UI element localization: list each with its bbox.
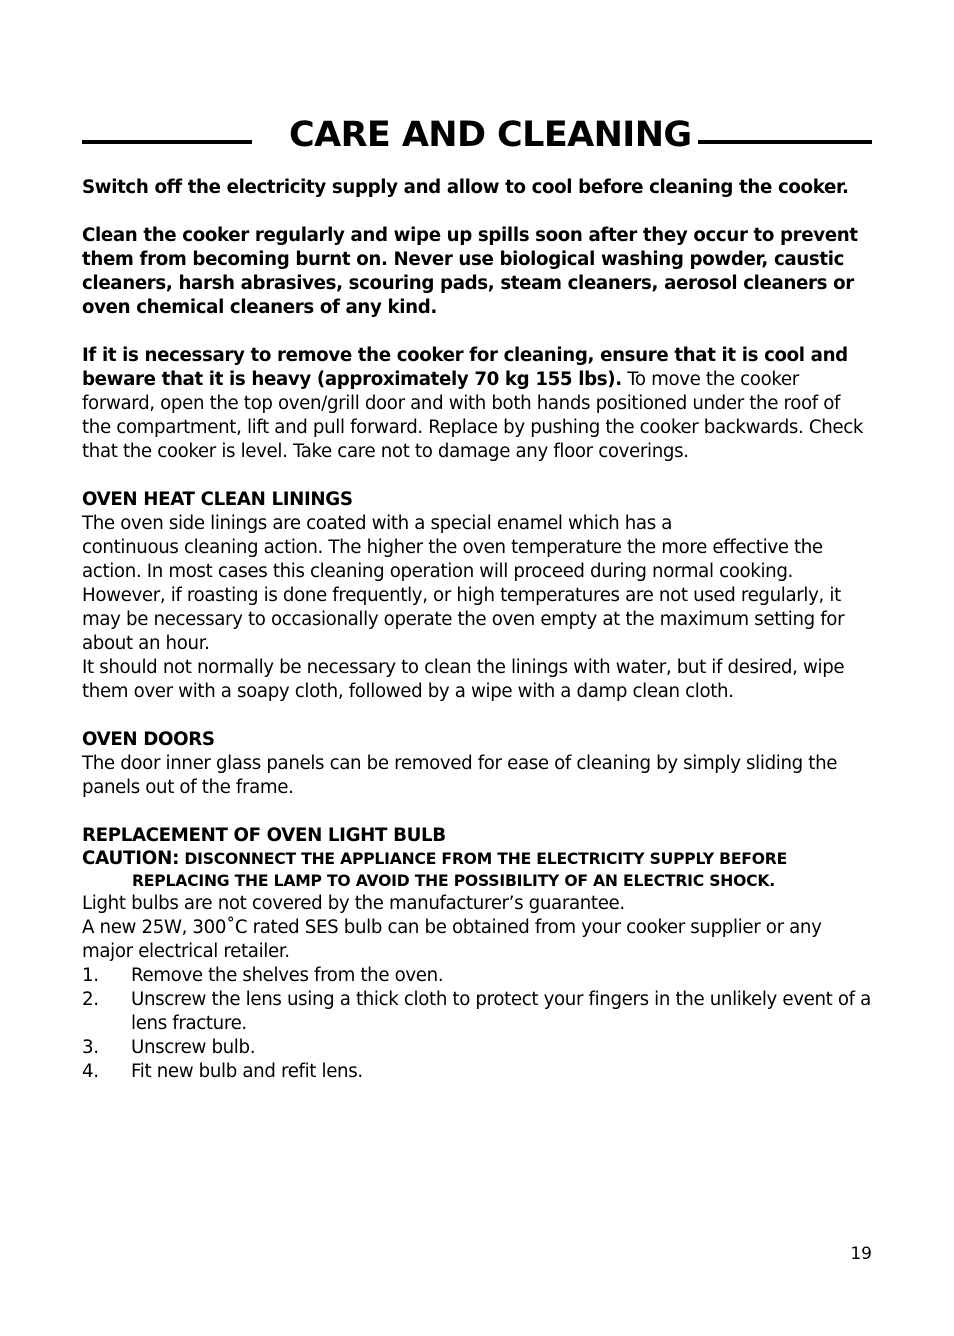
title-rule-left: [82, 140, 252, 144]
linings-line-3: It should not normally be necessary to clean the linings with water, but if desired, wipe them over with a soapy cloth, followed by a wipe with a damp clean cloth.: [82, 657, 845, 702]
intro-paragraph-3-bold: If it is necessary to remove the cooker for cleaning, ensure that it is cool and beware that it is heavy (approximately 70 kg 155 lbs).: [82, 345, 848, 390]
intro-paragraph-2: Clean the cooker regularly and wipe up spills soon after they occur to prevent them from becoming burnt on. Never use biological washing powder, caustic cleaners, harsh abrasives, scouring pads, steam cleaners, aerosol cleaners or oven chemical cleaners of any kind.: [82, 225, 858, 318]
section-heading-linings: OVEN HEAT CLEAN LININGS: [82, 489, 353, 510]
page-content: [82, 176, 872, 1084]
step-number: 1.: [82, 965, 99, 986]
step-text: Remove the shelves from the oven.: [131, 965, 444, 986]
intro-paragraph-3-normal: To move the cooker forward, open the top oven/grill door and with both hands positioned under the roof of the compartment, lift and pull forward. Replace by pushing the cooker backwards. Check that the cooker is level. Take care not to damage any floor coverings.: [82, 369, 864, 462]
step-text: Unscrew the lens using a thick cloth to protect your fingers in the unlikely event of a lens fracture.: [131, 989, 871, 1034]
step-number: 4.: [82, 1061, 99, 1082]
page-number: 19: [850, 1244, 872, 1264]
intro-paragraph-1: Switch off the electricity supply and allow to cool before cleaning the cooker.: [82, 177, 849, 198]
intro-paragraph-3: [82, 344, 872, 464]
linings-line-2: continuous cleaning action. The higher the oven temperature the more effective the action. In most cases this cleaning operation will proceed during normal cooking. However, if roasting is done frequently, or high temperatures are not used regularly, it may be necessary to occasionally operate the oven empty at the maximum setting for about an hour.: [82, 537, 845, 654]
caution-text-1: DISCONNECT THE APPLIANCE FROM THE ELECTRICITY SUPPLY BEFORE: [179, 850, 788, 868]
list-item: [82, 964, 872, 988]
list-item: [82, 1060, 872, 1084]
step-text: Fit new bulb and refit lens.: [131, 1061, 363, 1082]
bulb-note-1: Light bulbs are not covered by the manufacturer’s guarantee.: [82, 893, 625, 914]
list-item: [82, 988, 872, 1036]
title-rule-right: [698, 140, 872, 144]
list-item: [82, 1036, 872, 1060]
caution-line-1: [82, 848, 872, 870]
step-number: 3.: [82, 1037, 99, 1058]
section-heading-bulb: REPLACEMENT OF OVEN LIGHT BULB: [82, 825, 446, 846]
doors-text: The door inner glass panels can be removed for ease of cleaning by simply sliding the panels out of the frame.: [82, 753, 838, 798]
page-title: CARE AND CLEANING: [289, 115, 692, 155]
caution-line-2: REPLACING THE LAMP TO AVOID THE POSSIBILITY OF AN ELECTRIC SHOCK.: [132, 872, 776, 890]
page-header: [82, 110, 872, 160]
step-number: 2.: [82, 989, 99, 1010]
bulb-note-2: A new 25W, 300˚C rated SES bulb can be obtained from your cooker supplier or any major electrical retailer.: [82, 917, 822, 962]
linings-line-1: The oven side linings are coated with a special enamel which has a: [82, 513, 673, 534]
step-text: Unscrew bulb.: [131, 1037, 256, 1058]
caution-label: CAUTION:: [82, 848, 180, 869]
section-heading-doors: OVEN DOORS: [82, 729, 215, 750]
